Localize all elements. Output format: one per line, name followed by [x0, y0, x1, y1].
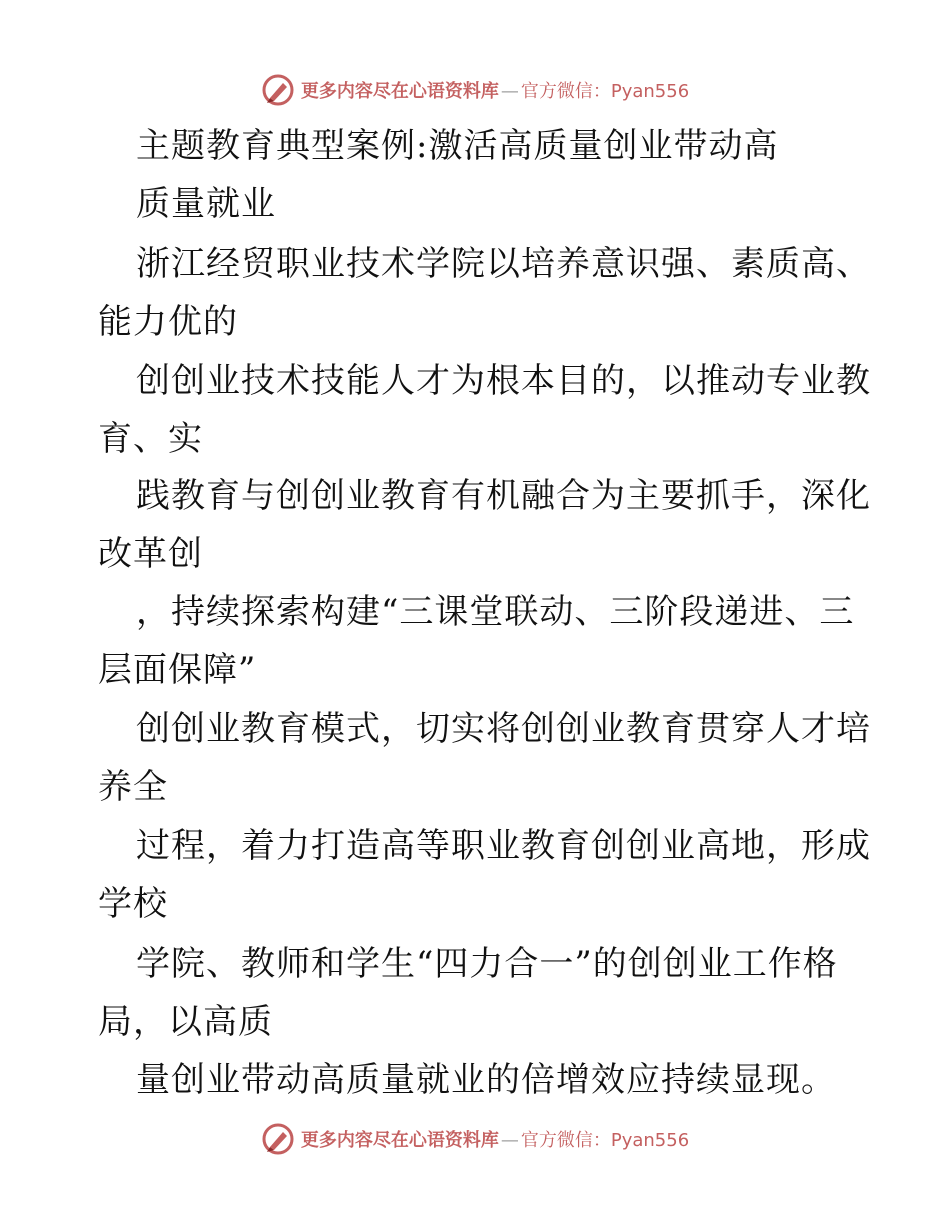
paragraph-line: 改革创 [98, 534, 203, 574]
banner-text [301, 77, 689, 103]
document-title-line-1: 主题教育典型案例:激活高质量创业带动高 [136, 126, 779, 166]
banner-dash: — [500, 1130, 519, 1151]
paragraph-line: 过程，着力打造高等职业教育创创业高地，形成 [136, 826, 871, 866]
banner-tail-text: 官方微信：Pyan556 [520, 81, 690, 102]
paragraph-line: 局，以高质 [98, 1002, 273, 1042]
pen-nib-logo-icon [261, 1122, 295, 1156]
paragraph-line: 践教育与创创业教育有机融合为主要抓手，深化 [136, 476, 871, 516]
paragraph-line: 层面保障” [98, 650, 257, 690]
banner-tail-text: 官方微信：Pyan556 [520, 1130, 690, 1151]
paragraph-line: 浙江经贸职业技术学院以培养意识强、素质高、 [136, 244, 871, 284]
paragraph-line: 学院、教师和学生“四力合一”的创创业工作格 [136, 944, 838, 984]
paragraph-line: 育、实 [98, 419, 203, 459]
document-title-line-2: 质量就业 [136, 184, 276, 224]
banner-dash: — [500, 81, 519, 102]
paragraph-line: 创创业教育模式，切实将创创业教育贯穿人才培 [136, 709, 871, 749]
paragraph-line: 创创业技术技能人才为根本目的，以推动专业教 [136, 361, 871, 401]
footer-watermark-banner [0, 1119, 950, 1159]
pen-nib-logo-icon [261, 73, 295, 107]
banner-text [301, 1126, 689, 1152]
banner-lead-text: 更多内容尽在心语资料库 [300, 1130, 499, 1151]
paragraph-line: ，持续探索构建“三课堂联动、三阶段递进、三 [136, 592, 855, 632]
paragraph-line: 养全 [98, 767, 168, 807]
paragraph-line: 学校 [98, 884, 168, 924]
header-watermark-banner [0, 70, 950, 110]
banner-lead-text: 更多内容尽在心语资料库 [300, 81, 499, 102]
paragraph-line: 能力优的 [98, 302, 238, 342]
paragraph-line: 量创业带动高质量就业的倍增效应持续显现。 [136, 1060, 836, 1100]
